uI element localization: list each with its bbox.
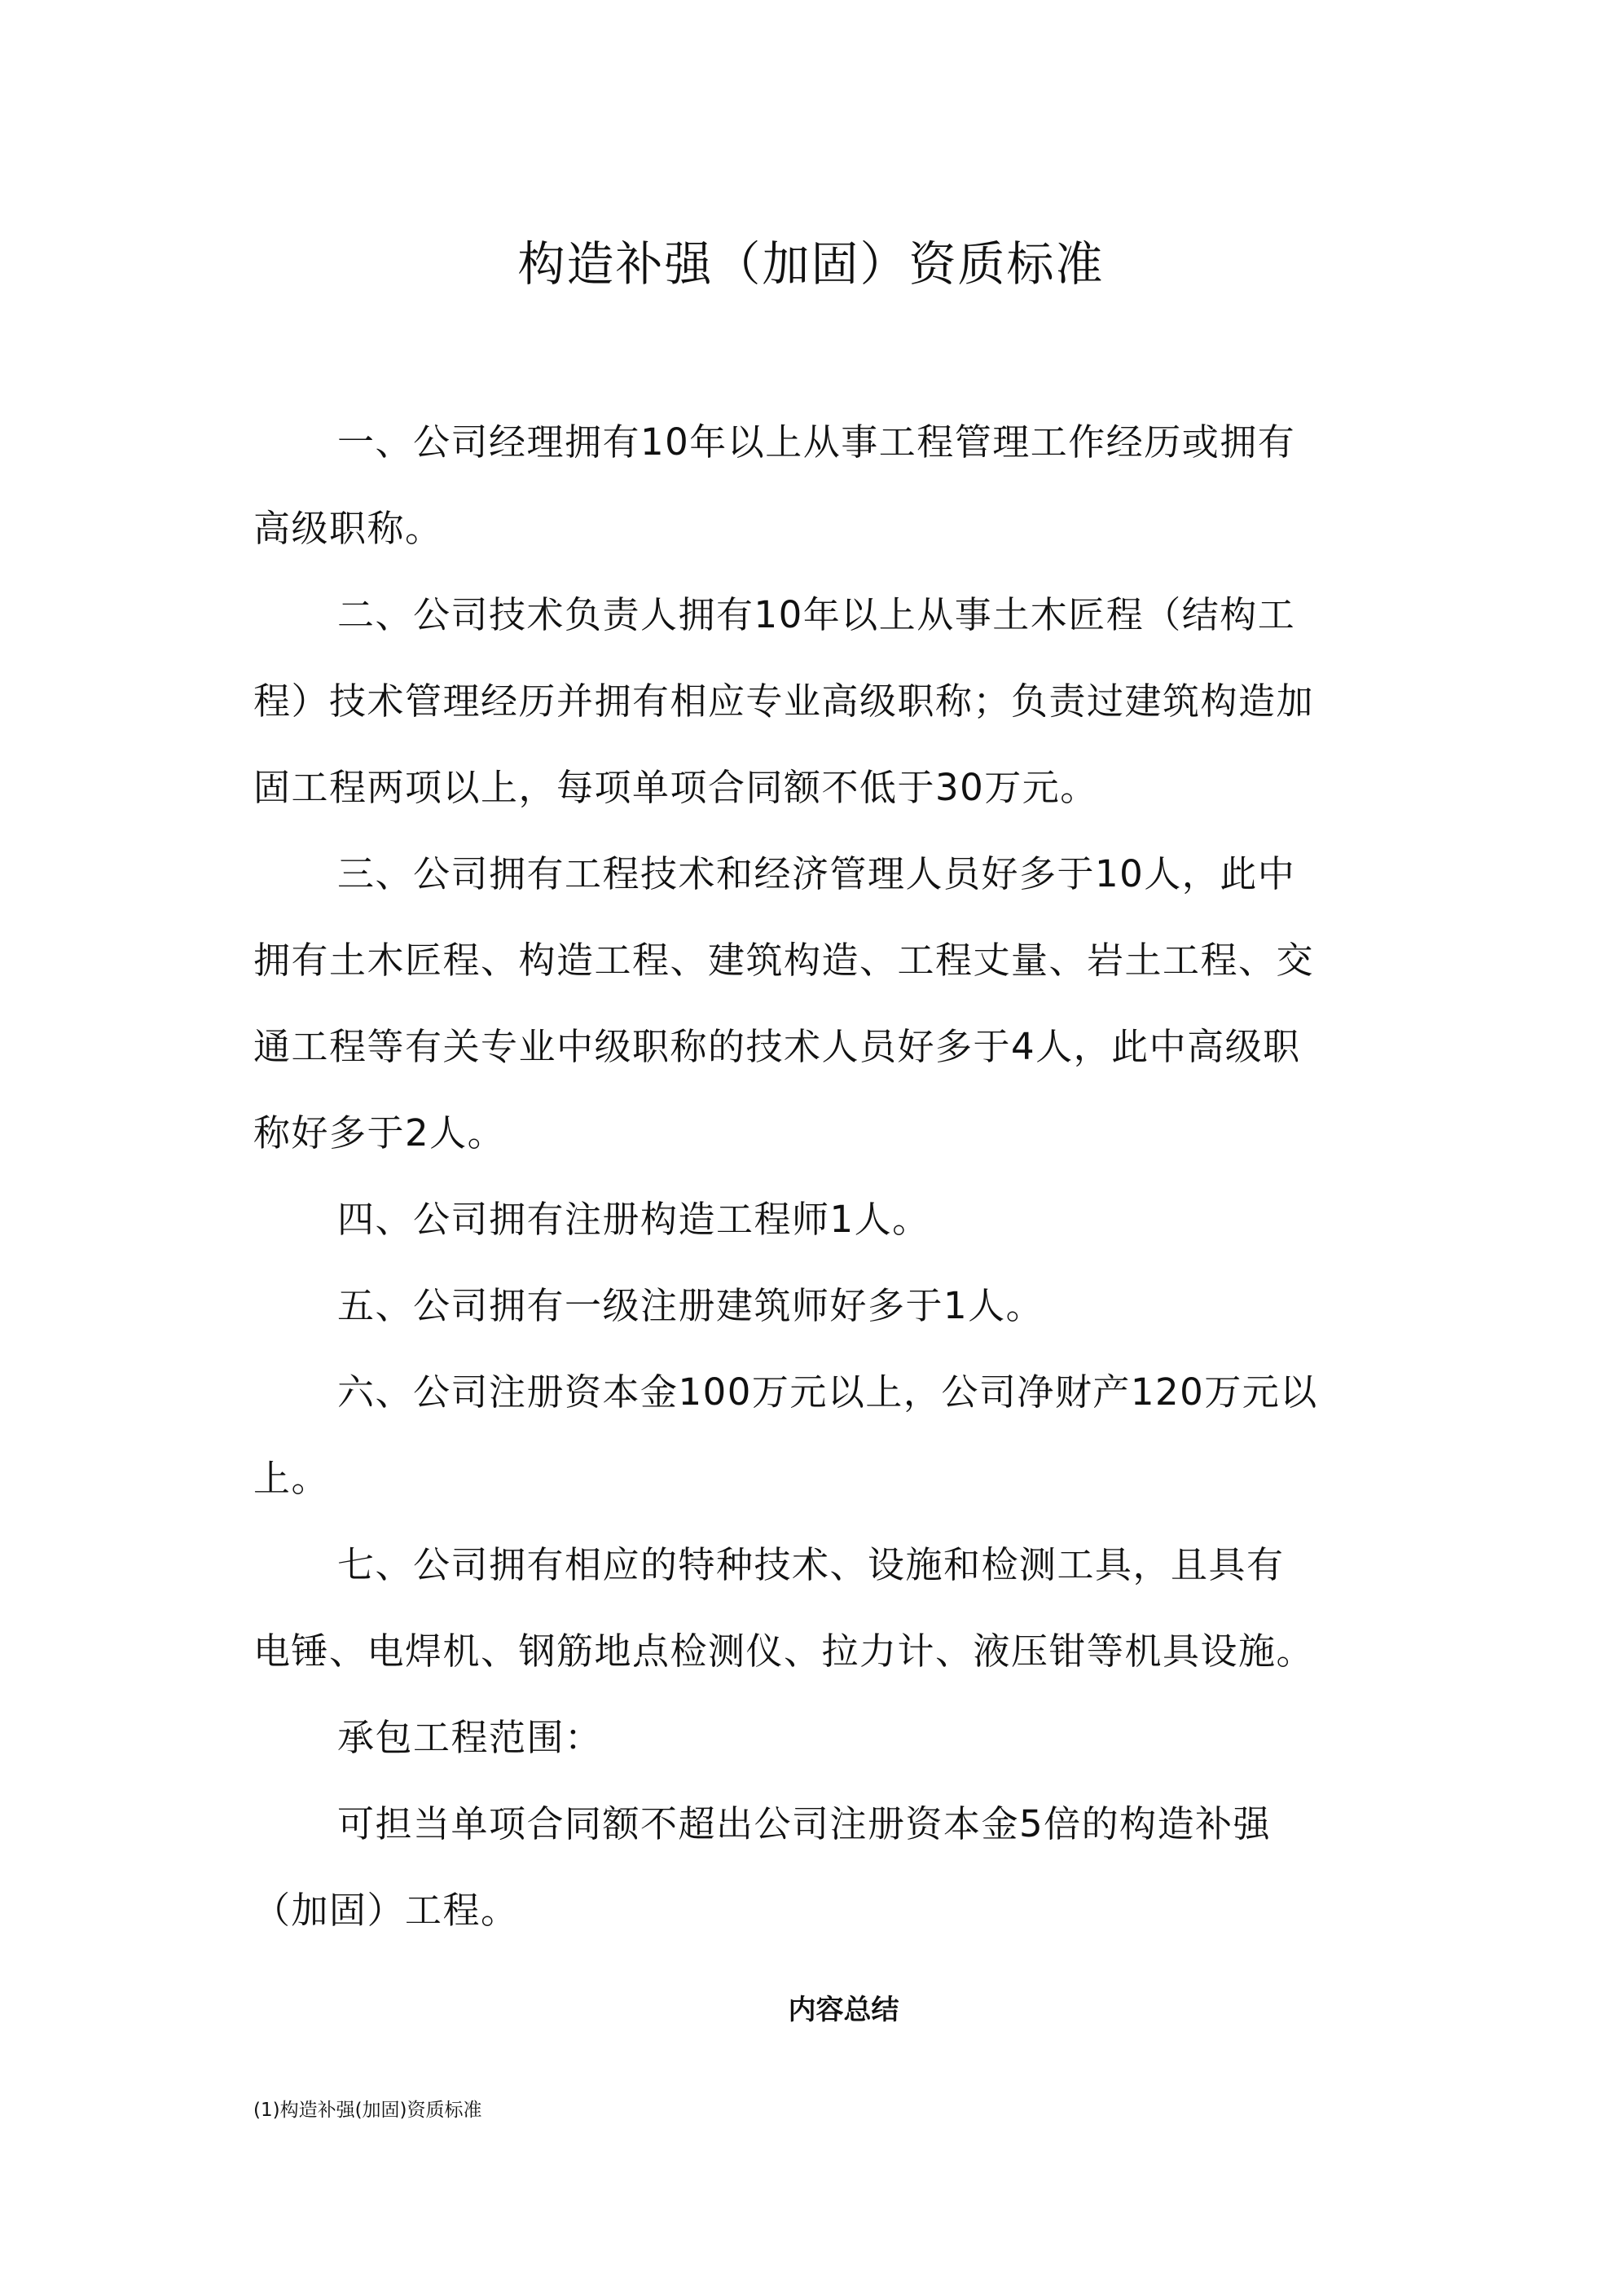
paragraph-1-manager-experience: 一、公司经理拥有10年以上从事工程管理工作经历或拥有高级职称。: [253, 420, 1296, 550]
paragraph-contract-scope: 可担当单项合同额不超出公司注册资本金5倍的构造补强（加固）工程。: [253, 1802, 1272, 1932]
paragraph-5-architect: 五、公司拥有一级注册建筑师好多于1人。: [337, 1284, 1044, 1327]
summary-item: (1)构造补强(加固)资质标准: [253, 2100, 482, 2121]
summary-heading: 内容总结: [788, 1994, 899, 2026]
paragraph-contract-scope-heading: 承包工程范围：: [337, 1716, 603, 1759]
paragraph-6-capital: 六、公司注册资本金100万元以上，公司净财产120万元以上。: [253, 1370, 1318, 1500]
paragraph-3-staff-requirements: 三、公司拥有工程技术和经济管理人员好多于10人，此中拥有土木匠程、构造工程、建筑构造、工程丈量、岩土工程、交通工程等有关专业中级职称的技术人员好多于4人，此中高级职称好多于2人。: [253, 852, 1315, 1155]
document-title: 构造补强（加固）资质标准: [517, 236, 1105, 292]
paragraph-2-technical-lead: 二、公司技术负责人拥有10年以上从事土木匠程（结构工程）技术管理经历并拥有相应专业高级职称；负责过建筑构造加固工程两项以上，每项单项合同额不低于30万元。: [253, 593, 1315, 809]
document-body: [253, 399, 1321, 1954]
paragraph-7-equipment: 七、公司拥有相应的特种技术、设施和检测工具，且具有电锤、电焊机、钢筋地点检测仪、拉力计、液压钳等机具设施。: [253, 1543, 1315, 1673]
paragraph-4-structural-engineer: 四、公司拥有注册构造工程师1人。: [337, 1198, 930, 1241]
